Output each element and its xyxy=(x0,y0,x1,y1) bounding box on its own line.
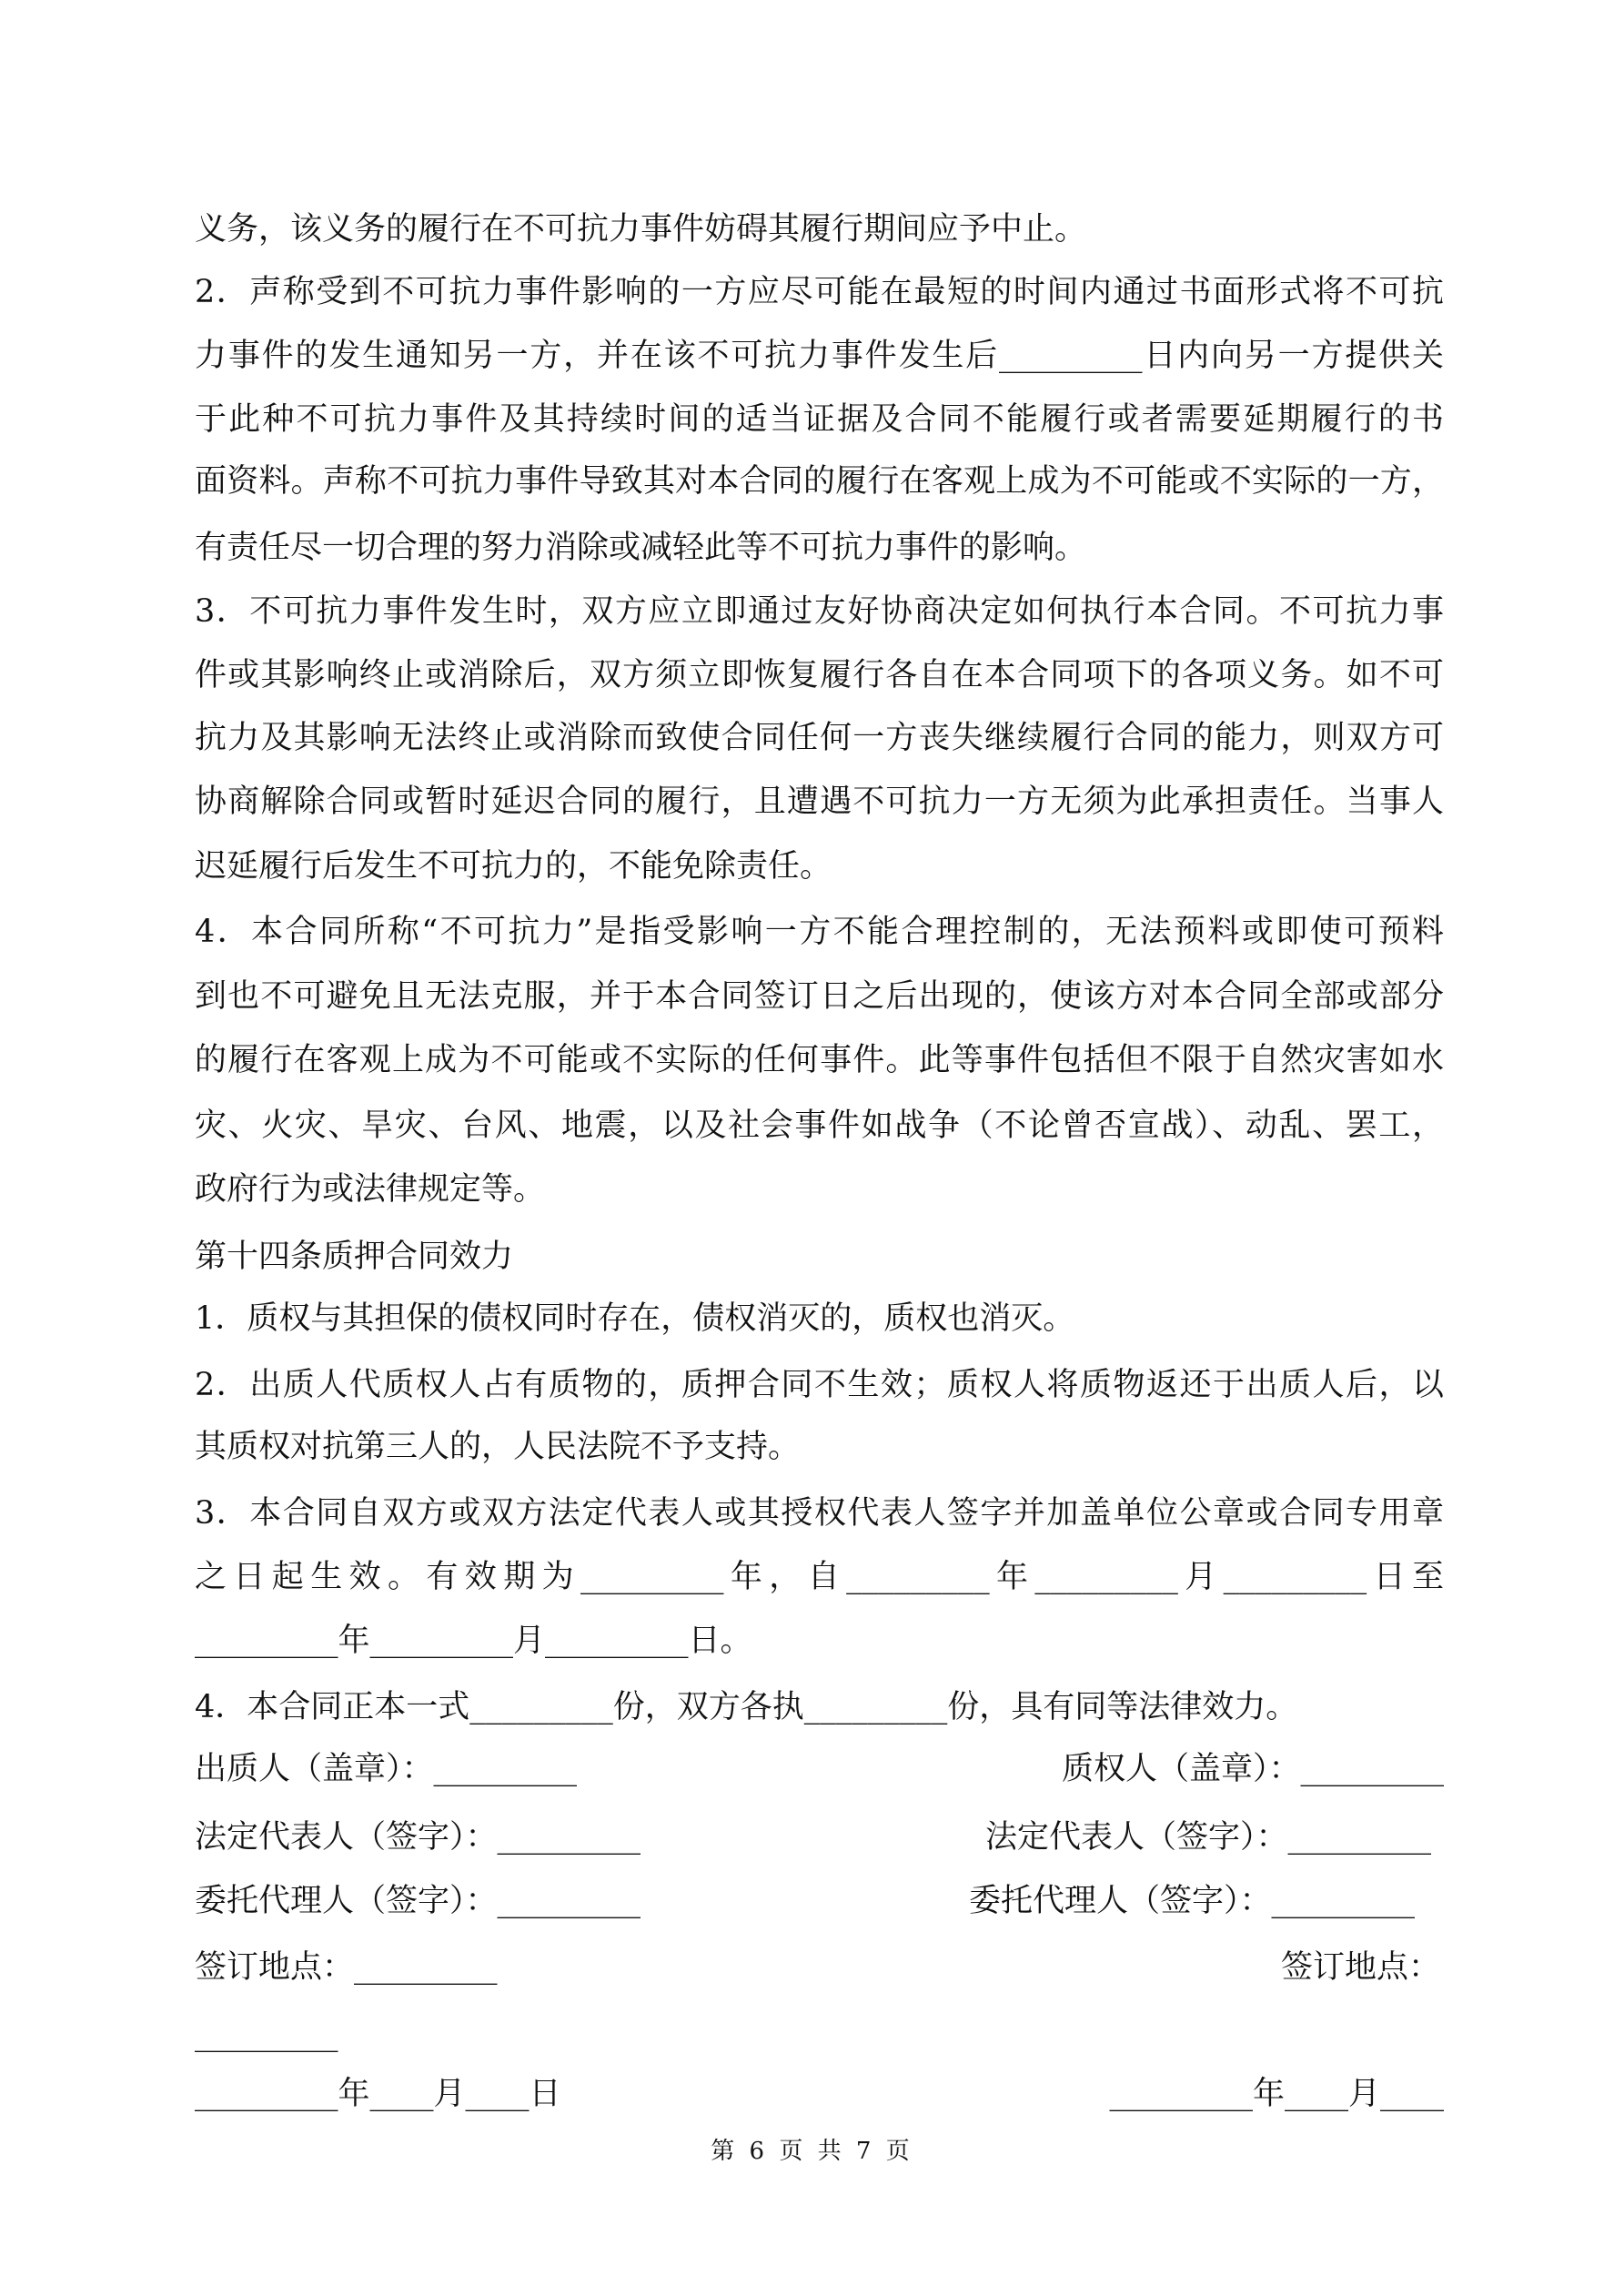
agent-left-field: 委托代理人（签字）：_________ xyxy=(195,1883,641,1919)
legal-rep-right-field: 法定代表人（签字）：_________ xyxy=(984,1819,1431,1856)
pledgee-seal-field: 质权人（盖章）：_________ xyxy=(1061,1751,1444,1787)
date-left-field: _________年____月____日 xyxy=(195,2076,561,2112)
body-line: 于此种不可抗力事件及其持续时间的适当证据及合同不能履行或者需要延期履行的书 xyxy=(195,401,1444,438)
body-line: 协商解除合同或暂时延迟合同的履行，且遭遇不可抗力一方无须为此承担责任。当事人 xyxy=(195,784,1444,820)
body-line: 2．声称受到不可抗力事件影响的一方应尽可能在最短的时间内通过书面形式将不可抗 xyxy=(195,274,1444,310)
pledgor-seal-field: 出质人（盖章）：_________ xyxy=(195,1751,578,1787)
place-right-blank: _________ xyxy=(195,2017,338,2053)
body-line: 有责任尽一切合理的努力消除或减轻此等不可抗力事件的影响。 xyxy=(195,530,1087,566)
signature-row-agent xyxy=(195,1869,1444,1933)
body-line: 力事件的发生通知另一方，并在该不可抗力事件发生后_________日内向另一方提供关 xyxy=(195,338,1444,374)
signature-row-seal xyxy=(195,1737,1444,1801)
body-line: 件或其影响终止或消除后，双方须立即恢复履行各自在本合同项下的各项义务。如不可 xyxy=(195,657,1444,693)
body-line: _________年_________月_________日。 xyxy=(195,1623,752,1659)
body-line: 4．本合同所称“不可抗力”是指受影响一方不能合理控制的，无法预料或即使可预料 xyxy=(195,914,1444,950)
body-line: 的履行在客观上成为不可能或不实际的任何事件。此等事件包括但不限于自然灾害如水 xyxy=(195,1042,1444,1078)
body-line: 义务，该义务的履行在不可抗力事件妨碍其履行期间应予中止。 xyxy=(195,211,1087,248)
body-line: 3．本合同自双方或双方法定代表人或其授权代表人签字并加盖单位公章或合同专用章 xyxy=(195,1495,1444,1532)
body-line: 灾、火灾、旱灾、台风、地震，以及社会事件如战争（不论曾否宣战）、动乱、罢工， xyxy=(195,1108,1444,1144)
page-number: 第 6 页 共 7 页 xyxy=(711,2138,913,2165)
place-right-field: 签订地点： xyxy=(1280,1949,1440,1986)
body-line: 面资料。声称不可抗力事件导致其对本合同的履行在客观上成为不可能或不实际的一方， xyxy=(195,463,1444,500)
body-line: 到也不可避免且无法克服，并于本合同签订日之后出现的，使该方对本合同全部或部分 xyxy=(195,978,1444,1015)
body-line: 其质权对抗第三人的，人民法院不予支持。 xyxy=(195,1429,801,1465)
body-line: 1．质权与其担保的债权同时存在，债权消灭的，质权也消灭。 xyxy=(195,1300,1075,1337)
signature-row-place xyxy=(195,1936,1444,1999)
place-left-field: 签订地点：_________ xyxy=(195,1949,498,1986)
agent-right-field: 委托代理人（签字）：_________ xyxy=(968,1883,1415,1919)
body-line: 2．出质人代质权人占有质物的，质押合同不生效；质权人将质物返还于出质人后，以 xyxy=(195,1367,1444,1403)
body-line: 政府行为或法律规定等。 xyxy=(195,1171,546,1208)
body-line: 之日起生效。有效期为_________年，自_________年_________月_________日至 xyxy=(195,1559,1444,1595)
section-heading: 第十四条质押合同效力 xyxy=(195,1239,514,1275)
date-right-field: _________年____月____ xyxy=(1109,2076,1444,2112)
body-line: 3．不可抗力事件发生时，双方应立即通过友好协商决定如何执行本合同。不可抗力事 xyxy=(195,593,1444,630)
body-line: 抗力及其影响无法终止或消除而致使合同任何一方丧失继续履行合同的能力，则双方可 xyxy=(195,720,1444,756)
signature-row-legal-rep xyxy=(195,1805,1444,1869)
legal-rep-left-field: 法定代表人（签字）：_________ xyxy=(195,1819,641,1856)
body-line: 4．本合同正本一式_________份，双方各执_________份，具有同等法律效力。 xyxy=(195,1689,1298,1725)
signature-row-date xyxy=(195,2062,1444,2126)
body-line: 迟延履行后发生不可抗力的，不能免除责任。 xyxy=(195,848,832,885)
